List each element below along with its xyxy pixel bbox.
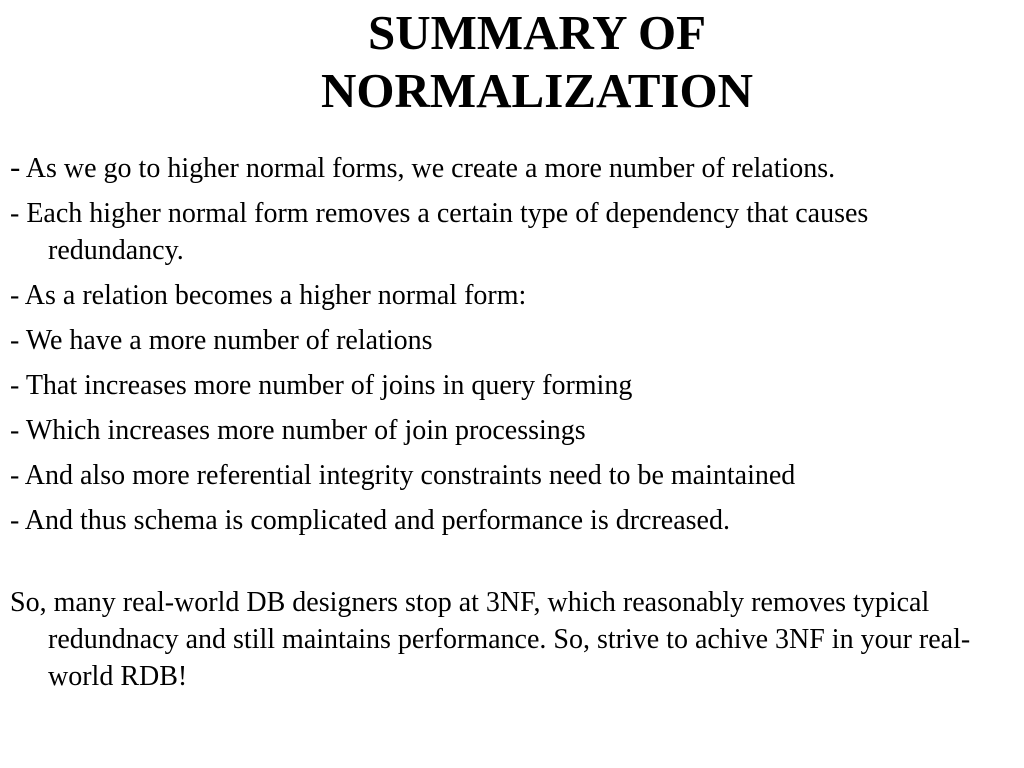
bullet-schema-complicated <box>10 502 1010 539</box>
bullet-text: Each higher normal form removes a certain type of dependency that causes redundancy. <box>19 198 869 266</box>
bullet-join-processings <box>10 412 1010 449</box>
bullet-dash: - <box>10 505 20 536</box>
bullet-removes-dependency <box>10 195 1010 269</box>
bullet-integrity-constraints <box>10 457 1010 494</box>
slide-title <box>0 4 1024 120</box>
bullet-text: And also more referential integrity constraints need to be maintained <box>19 460 796 491</box>
bullet-becomes-higher <box>10 277 1010 314</box>
bullet-dash: - <box>10 149 21 184</box>
bullet-dash: - <box>10 198 20 229</box>
bullet-more-relations <box>10 322 1010 359</box>
bullet-text: That increases more number of joins in query forming <box>19 370 633 401</box>
bullet-text: Which increases more number of join processings <box>19 415 586 446</box>
bullet-dash: - <box>10 415 20 446</box>
bullet-dash: - <box>10 280 20 311</box>
title-line-2: NORMALIZATION <box>321 63 753 118</box>
closing-paragraph: So, many real-world DB designers stop at 3NF, which reasonably removes typical redundnacy and still maintains performance. So, strive to achive 3NF in your real-world RDB! <box>10 587 971 692</box>
bullet-text: As we go to higher normal forms, we create a more number of relations. <box>20 153 836 184</box>
bullet-text: We have a more number of relations <box>19 325 433 356</box>
bullet-more-joins <box>10 367 1010 404</box>
bullet-text: As a relation becomes a higher normal form: <box>19 280 527 311</box>
slide-body <box>10 148 1010 703</box>
title-line-1: SUMMARY OF <box>367 5 707 60</box>
bullet-dash: - <box>10 325 20 356</box>
bullet-text: And thus schema is complicated and performance is drcreased. <box>19 505 730 536</box>
bullet-higher-forms <box>10 148 1010 187</box>
bullet-dash: - <box>10 370 20 401</box>
bullet-dash: - <box>10 460 20 491</box>
